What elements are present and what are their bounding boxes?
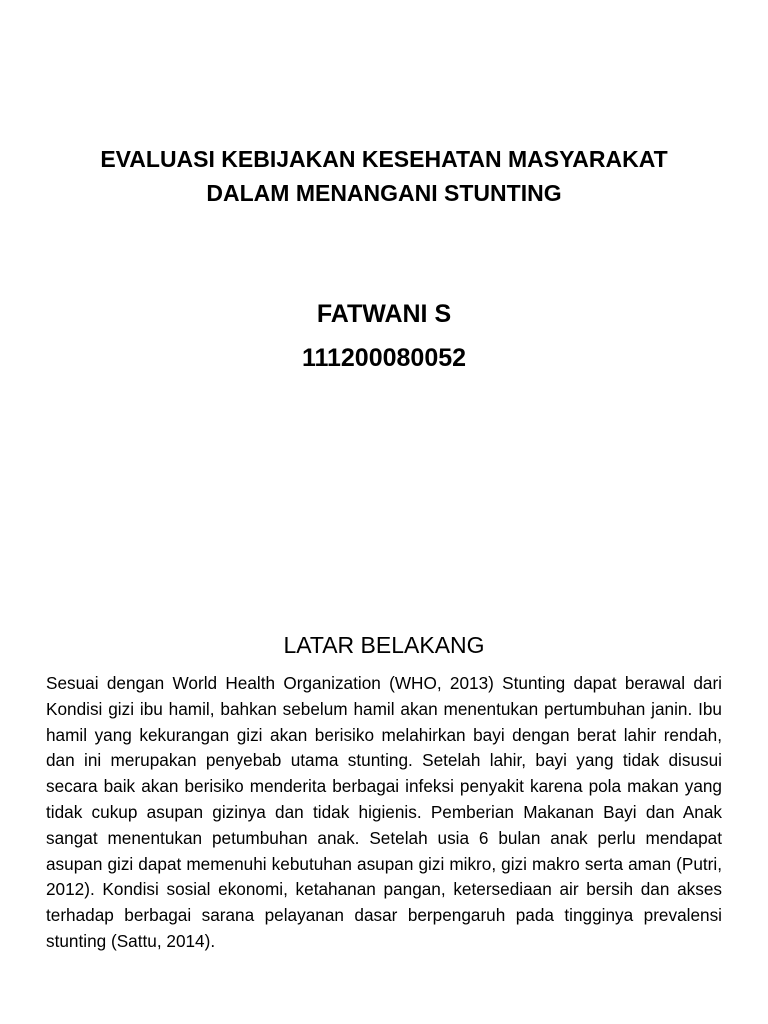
author-block (0, 292, 768, 380)
author-name: FATWANI S (316, 300, 452, 328)
title-line-2: DALAM MENANGANI STUNTING (206, 180, 562, 206)
student-id: 111200080052 (301, 344, 467, 372)
section-body-paragraph: Sesuai dengan World Health Organization (WHO, 2013) Stunting dapat berawal dari Kondisi gizi ibu hamil, bahkan sebelum hamil akan menentukan pertumbuhan janin. Ibu hamil yang kekurangan gizi akan berisiko melahirkan bayi dengan berat lahir rendah, dan ini merupakan penyebab utama stunting. Setelah lahir, bayi yang tidak disusui secara baik akan berisiko menderita berbagai infeksi penyakit karena pola makan yang tidak cukup asupan gizinya dan tidak higienis. Pemberian Makanan Bayi dan Anak sangat menentukan petumbuhan anak. Setelah usia 6 bulan anak perlu mendapat asupan gizi dapat memenuhi kebutuhan asupan gizi mikro, gizi makro serta aman (Putri, 2012). Kondisi sosial ekonomi, ketahanan pangan, ketersediaan air bersih dan akses terhadap berbagai sarana pelayanan dasar berpengaruh pada tingginya prevalensi stunting (Sattu, 2014). (46, 673, 722, 951)
title-line-1: EVALUASI KEBIJAKAN KESEHATAN MASYARAKAT (100, 146, 668, 172)
section-heading: LATAR BELAKANG (283, 632, 485, 658)
document-title (0, 142, 768, 210)
